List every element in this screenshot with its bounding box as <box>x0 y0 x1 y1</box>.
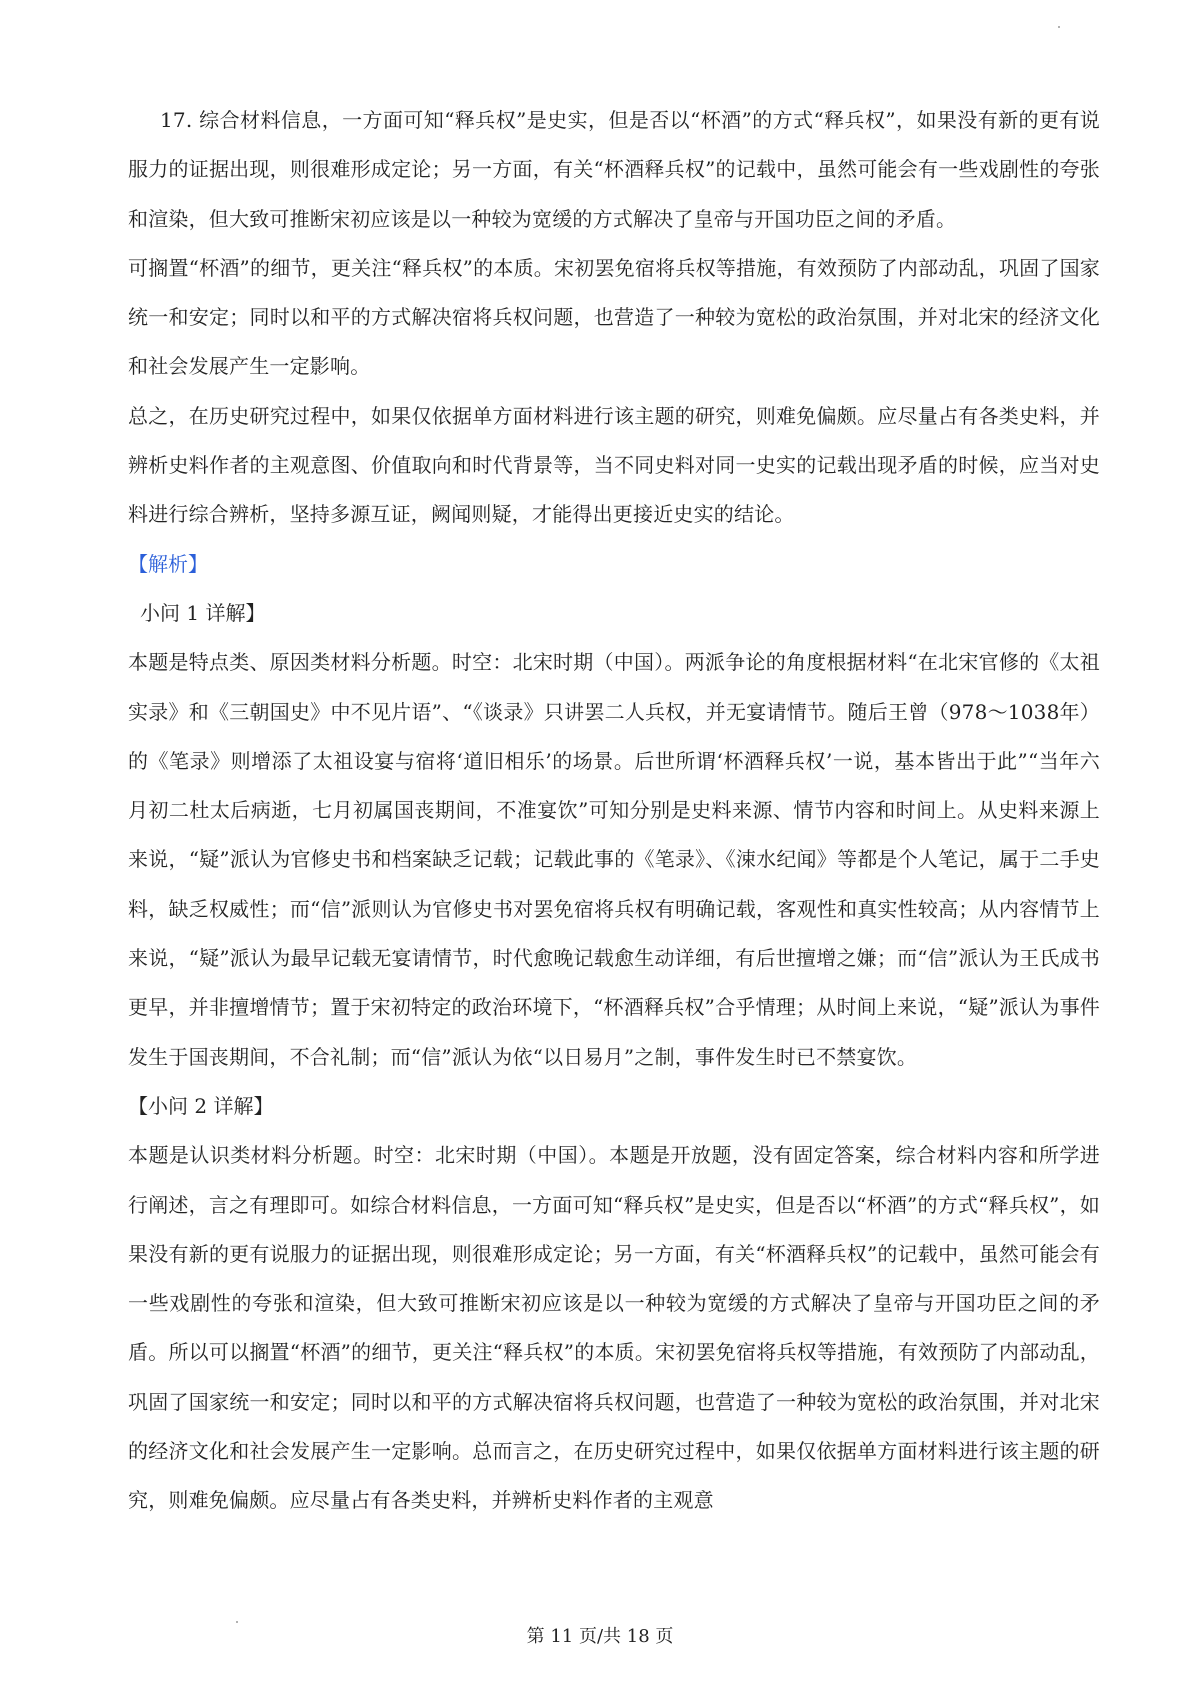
question-1-heading: 小问 1 详解】 <box>140 600 266 625</box>
page-number-footer: 第 11 页/共 18 页 <box>526 1626 674 1647</box>
page-content <box>128 96 1100 1526</box>
question-2-explanation: 本题是认识类材料分析题。时空：北宋时期（中国）。本题是开放题，没有固定答案，综合材料内容和所学进行阐述，言之有理即可。如综合材料信息，一方面可知“释兵权”是史实，但是否以“杯酒”的方式“释兵权”，如果没有新的更有说服力的证据出现，则很难形成定论；另一方面，有关“杯酒释兵权”的记载中，虽然可能会有一些戏剧性的夸张和渲染，但大致可推断宋初应该是以一种较为宽缓的方式解决了皇帝与开国功臣之间的矛盾。所以可以搁置“杯酒”的细节，更关注“释兵权”的本质。宋初罢免宿将兵权等措施，有效预防了内部动乱，巩固了国家统一和安定；同时以和平的方式解决宿将兵权问题，也营造了一种较为宽松的政治氛围，并对北宋的经济文化和社会发展产生一定影响。总而言之，在历史研究过程中，如果仅依据单方面材料进行该主题的研究，则难免偏颇。应尽量占有各类史料，并辨析史料作者的主观意 <box>128 1143 1101 1513</box>
answer-paragraph-3: 总之，在历史研究过程中，如果仅依据单方面材料进行该主题的研究，则难免偏颇。应尽量占有各类史料，并辨析史料作者的主观意图、价值取向和时代背景等，当不同史料对同一史实的记载出现矛盾的时候，应当对史料进行综合辨析，坚持多源互证，阙闻则疑，才能得出更接近史实的结论。 <box>128 403 1100 527</box>
scan-speck <box>1058 26 1060 28</box>
answer-paragraph-2: 可搁置“杯酒”的细节，更关注“释兵权”的本质。宋初罢免宿将兵权等措施，有效预防了内部动乱，巩固了国家统一和安定；同时以和平的方式解决宿将兵权问题，也营造了一种较为宽松的政治氛围，并对北宋的经济文化和社会发展产生一定影响。 <box>128 255 1100 379</box>
analysis-label: 【解析】 <box>128 551 208 576</box>
answer-paragraph-1: 17. 综合材料信息，一方面可知“释兵权”是史实，但是否以“杯酒”的方式“释兵权”，如果没有新的更有说服力的证据出现，则很难形成定论；另一方面，有关“杯酒释兵权”的记载中，虽然可能会有一些戏剧性的夸张和渲染，但大致可推断宋初应该是以一种较为宽缓的方式解决了皇帝与开国功臣之间的矛盾。 <box>128 108 1100 231</box>
question-2-heading: 【小问 2 详解】 <box>128 1093 274 1118</box>
question-1-explanation: 本题是特点类、原因类材料分析题。时空：北宋时期（中国）。两派争论的角度根据材料“在北宋官修的《太祖实录》和《三朝国史》中不见片语”、“《谈录》只讲罢二人兵权，并无宴请情节。随后王曾（978～1038年）的《笔录》则增添了太祖设宴与宿将‘道旧相乐’的场景。后世所谓‘杯酒释兵权’一说，基本皆出于此”“当年六月初二杜太后病逝，七月初属国丧期间，不准宴饮”可知分别是史料来源、情节内容和时间上。从史料来源上来说，“疑”派认为官修史书和档案缺乏记载；记载此事的《笔录》、《涑水纪闻》等都是个人笔记，属于二手史料，缺乏权威性；而“信”派则认为官修史书对罢免宿将兵权有明确记载，客观性和真实性较高；从内容情节上来说，“疑”派认为最早记载无宴请情节，时代愈晚记载愈生动详细，有后世擅增之嫌；而“信”派认为王氏成书更早，并非擅增情节；置于宋初特定的政治环境下，“杯酒释兵权”合乎情理；从时间上来说，“疑”派认为事件发生于国丧期间，不合礼制；而“信”派认为依“以日易月”之制，事件发生时已不禁宴饮。 <box>128 650 1100 1069</box>
